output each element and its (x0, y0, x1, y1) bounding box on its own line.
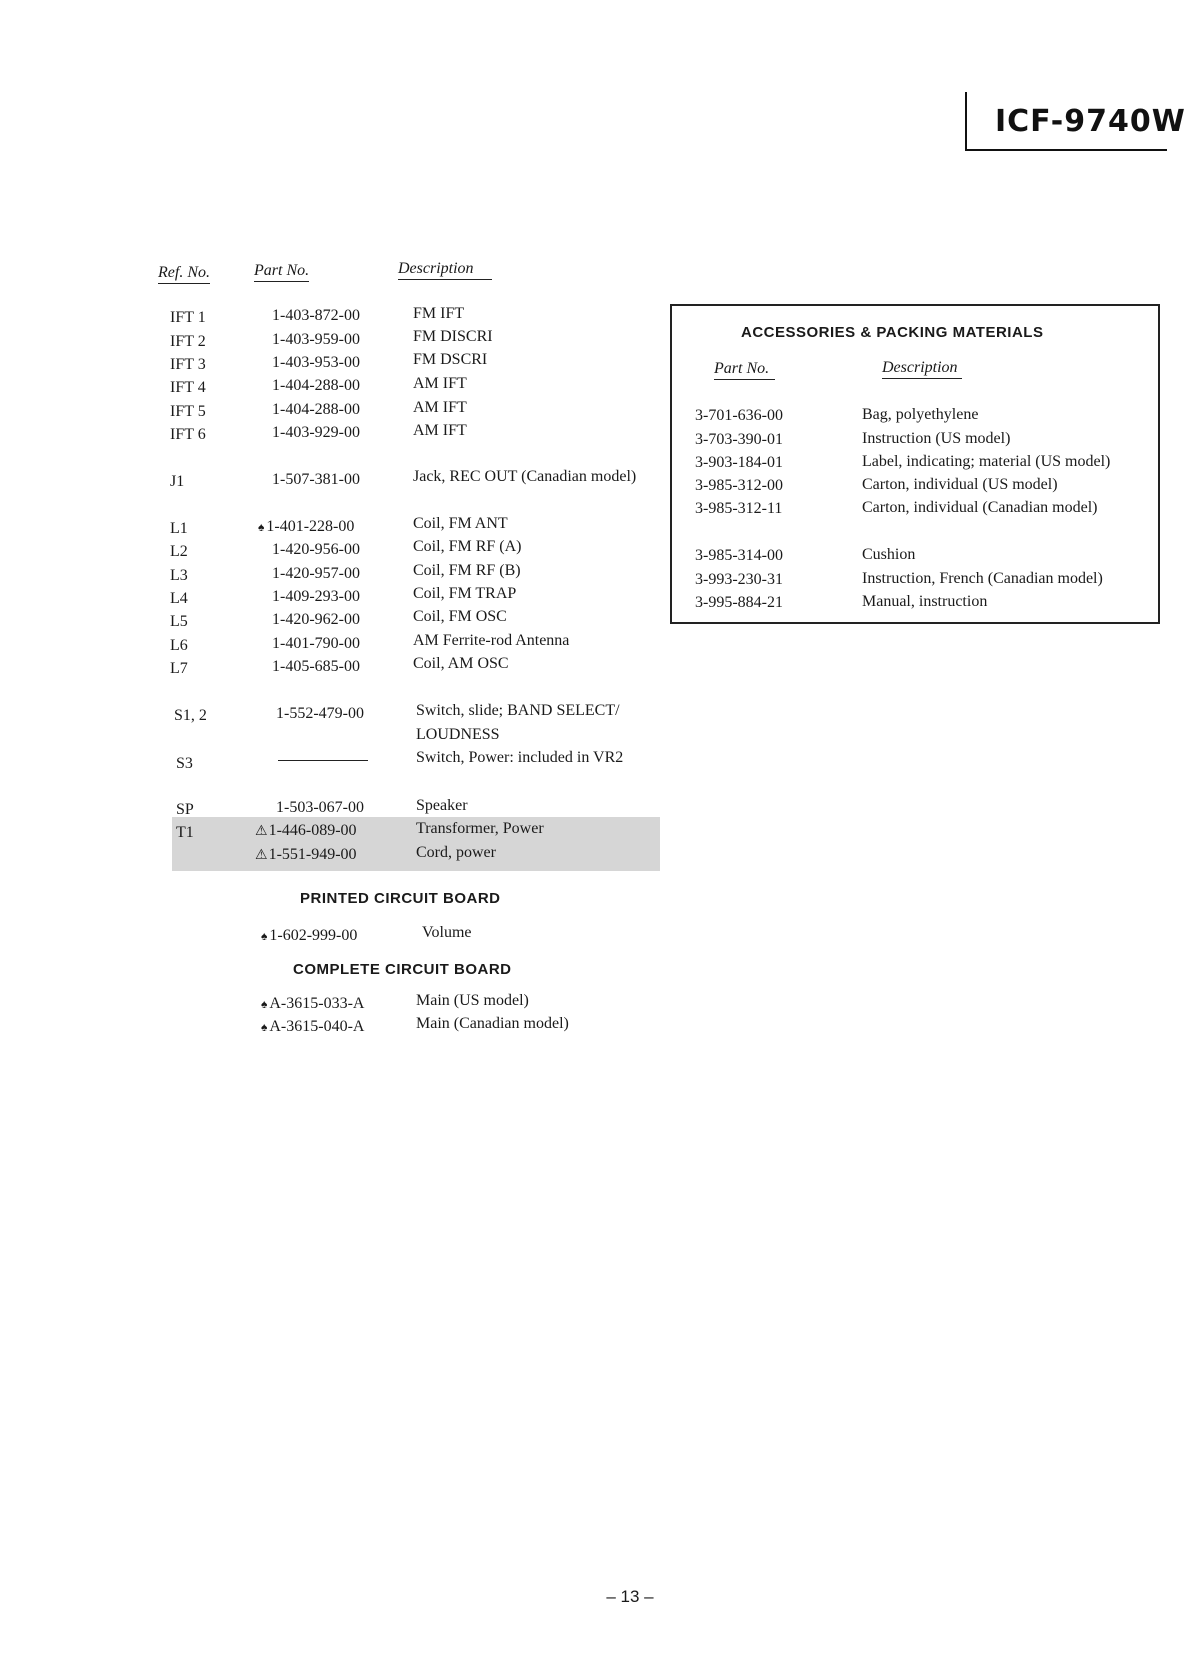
parts-row-ref: L3 (170, 567, 188, 584)
reference-mark-icon: ♠ (258, 520, 265, 534)
reference-mark-icon: ♠ (261, 997, 268, 1011)
parts-row-part: ⚠1-551-949-00 (255, 846, 357, 863)
parts-row-part: 1-401-790-00 (272, 635, 360, 652)
parts-row-ref: IFT 4 (170, 379, 206, 396)
parts-row-part: 1-409-293-00 (272, 588, 360, 605)
parts-row-ref: IFT 5 (170, 403, 206, 420)
pcb-row-desc: Volume (422, 924, 472, 941)
parts-row-desc: Speaker (416, 797, 468, 814)
accessory-row-desc: Bag, polyethylene (862, 406, 979, 423)
parts-row-desc: AM Ferrite-rod Antenna (413, 632, 570, 649)
parts-row-ref: S3 (176, 755, 193, 772)
reference-mark-icon: ♠ (261, 929, 268, 943)
model-title: ICF-9740W (995, 104, 1186, 139)
parts-row-desc: Coil, FM OSC (413, 608, 507, 625)
parts-row-desc: FM DSCRI (413, 351, 488, 368)
accessory-row-part: 3-985-312-11 (695, 500, 783, 517)
accessory-row-part: 3-985-314-00 (695, 547, 783, 564)
parts-row-part: 1-403-872-00 (272, 307, 360, 324)
parts-row-desc: Coil, FM RF (B) (413, 562, 521, 579)
parts-row-part: 1-503-067-00 (276, 799, 364, 816)
accessory-row-desc: Carton, individual (Canadian model) (862, 499, 1098, 516)
column-header-ref: Ref. No. (158, 264, 210, 284)
parts-row-ref: T1 (176, 824, 194, 841)
accessory-row-desc: Manual, instruction (862, 593, 988, 610)
parts-row-part: 1-552-479-00 (276, 705, 364, 722)
parts-row-ref: IFT 2 (170, 333, 206, 350)
parts-row-desc: Transformer, Power (416, 820, 544, 837)
parts-row-desc: Switch, slide; BAND SELECT/ (416, 702, 620, 719)
parts-row-part: 1-403-959-00 (272, 331, 360, 348)
pcb-row-part: ♠ 1-602-999-00 (261, 927, 358, 944)
accessories-title: ACCESSORIES & PACKING MATERIALS (741, 324, 1044, 341)
parts-row-desc: Coil, FM RF (A) (413, 538, 522, 555)
safety-warning-icon: ⚠ (255, 848, 268, 863)
column-header-desc: Description (398, 260, 492, 280)
accessory-row-part: 3-903-184-01 (695, 454, 783, 471)
complete-board-section-title: COMPLETE CIRCUIT BOARD (293, 961, 512, 978)
accessory-row-desc: Instruction, French (Canadian model) (862, 570, 1103, 587)
parts-row-ref: IFT 6 (170, 426, 206, 443)
complete-board-row-part: ♠ A-3615-040-A (261, 1018, 365, 1035)
accessory-row-desc: Cushion (862, 546, 916, 563)
complete-board-row-desc: Main (Canadian model) (416, 1015, 569, 1032)
parts-row-desc: Coil, FM TRAP (413, 585, 517, 602)
parts-row-ref: L2 (170, 543, 188, 560)
parts-row-desc: Jack, REC OUT (Canadian model) (413, 468, 637, 485)
accessories-header-desc: Description (882, 359, 962, 379)
parts-row-part: ♠ 1-401-228-00 (258, 518, 355, 535)
parts-row-desc: Cord, power (416, 844, 496, 861)
safety-warning-icon: ⚠ (255, 824, 268, 839)
parts-row-ref: L4 (170, 590, 188, 607)
pcb-section-title: PRINTED CIRCUIT BOARD (300, 890, 501, 907)
parts-row-part: 1-404-288-00 (272, 377, 360, 394)
parts-row-desc-continued: LOUDNESS (416, 726, 500, 743)
parts-row-part: 1-420-962-00 (272, 611, 360, 628)
accessory-row-part: 3-985-312-00 (695, 477, 783, 494)
parts-row-ref: IFT 1 (170, 309, 206, 326)
parts-row-ref: L5 (170, 613, 188, 630)
complete-board-row-desc: Main (US model) (416, 992, 529, 1009)
parts-row-part: 1-405-685-00 (272, 658, 360, 675)
accessories-header-part: Part No. (714, 360, 775, 380)
parts-row-desc: AM IFT (413, 375, 467, 392)
parts-row-part: 1-404-288-00 (272, 401, 360, 418)
parts-row-desc: AM IFT (413, 422, 467, 439)
accessory-row-desc: Label, indicating; material (US model) (862, 453, 1111, 470)
parts-row-part: 1-507-381-00 (272, 471, 360, 488)
parts-row-ref: L7 (170, 660, 188, 677)
accessory-row-part: 3-703-390-01 (695, 431, 783, 448)
parts-row-ref: IFT 3 (170, 356, 206, 373)
accessory-row-part: 3-993-230-31 (695, 571, 783, 588)
parts-row-desc: FM IFT (413, 305, 465, 322)
complete-board-row-part: ♠ A-3615-033-A (261, 995, 365, 1012)
parts-row-ref: L6 (170, 637, 188, 654)
parts-row-part: 1-420-957-00 (272, 565, 360, 582)
parts-row-ref: S1, 2 (174, 707, 207, 724)
parts-row-part: ⚠1-446-089-00 (255, 822, 357, 839)
parts-row-ref: L1 (170, 520, 188, 537)
parts-row-desc: Coil, AM OSC (413, 655, 509, 672)
column-header-part: Part No. (254, 262, 309, 282)
accessory-row-desc: Instruction (US model) (862, 430, 1011, 447)
parts-row-part: 1-420-956-00 (272, 541, 360, 558)
page-number: – 13 – (606, 1587, 654, 1606)
parts-row-ref: SP (176, 801, 194, 818)
accessory-row-desc: Carton, individual (US model) (862, 476, 1058, 493)
parts-row-ref: J1 (170, 473, 185, 490)
parts-row-desc: FM DISCRI (413, 328, 493, 345)
parts-row-desc: AM IFT (413, 399, 467, 416)
no-part-number-dash (278, 760, 368, 761)
reference-mark-icon: ♠ (261, 1020, 268, 1034)
accessory-row-part: 3-701-636-00 (695, 407, 783, 424)
parts-row-part: 1-403-953-00 (272, 354, 360, 371)
accessory-row-part: 3-995-884-21 (695, 594, 783, 611)
parts-row-part: 1-403-929-00 (272, 424, 360, 441)
parts-row-desc: Switch, Power: included in VR2 (416, 749, 624, 766)
parts-row-desc: Coil, FM ANT (413, 515, 508, 532)
